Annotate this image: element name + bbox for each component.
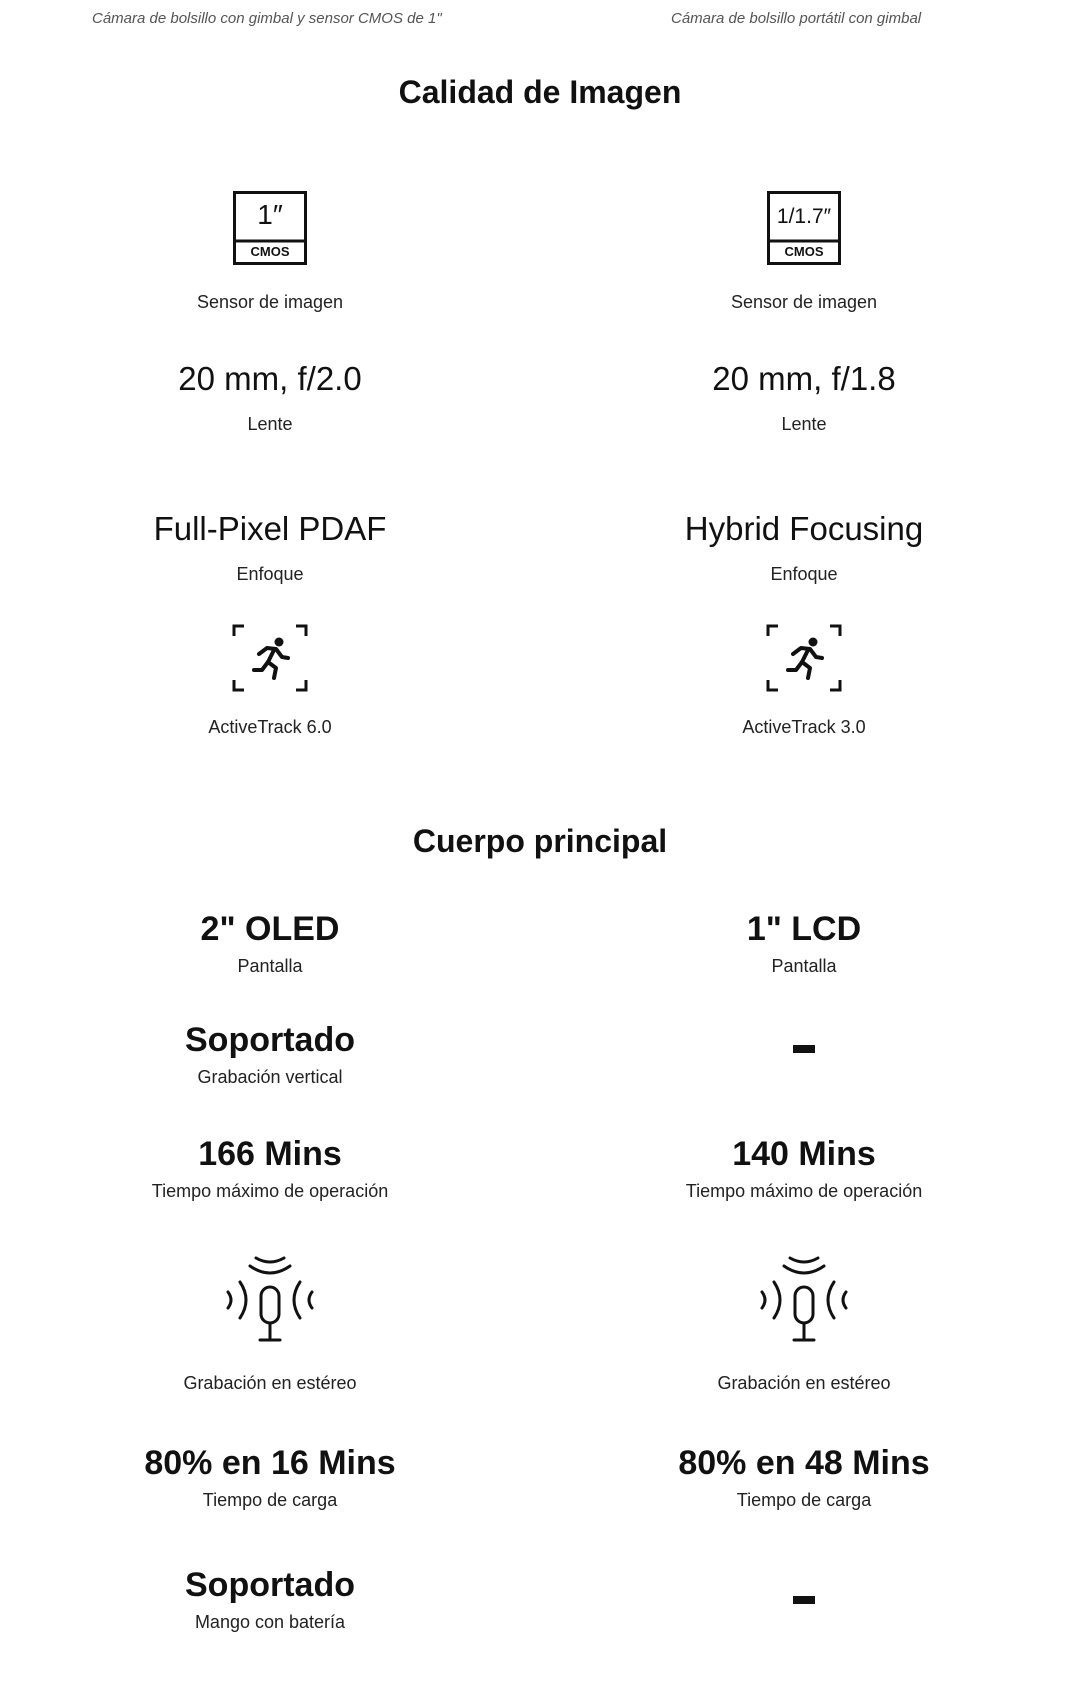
section-title-image-quality: Calidad de Imagen (398, 74, 682, 110)
right-screen-label: Pantalla (771, 956, 837, 976)
not-supported-dash (793, 1045, 815, 1053)
left-battery-handle-label: Mango con batería (194, 1612, 346, 1632)
left-product-subtitle: Cámara de bolsillo con gimbal y sensor CMOS de 1" (92, 10, 442, 27)
stereo-microphone-icon (754, 1254, 854, 1344)
left-screen-value: 2" OLED (200, 910, 340, 948)
right-activetrack-icon-cell (586, 624, 1022, 692)
right-charging-value: 80% en 48 Mins (678, 1444, 930, 1482)
left-charging-value: 80% en 16 Mins (144, 1444, 396, 1482)
right-screen-value: 1" LCD (746, 910, 862, 948)
right-stereo-icon-cell (586, 1254, 1022, 1344)
left-screen-label: Pantalla (237, 956, 303, 976)
right-focus-value: Hybrid Focusing (684, 510, 924, 547)
left-runtime-label: Tiempo máximo de operación (151, 1181, 389, 1201)
right-sensor-cell (586, 191, 1022, 265)
right-focus-label: Enfoque (770, 564, 838, 584)
right-runtime-value: 140 Mins (732, 1135, 876, 1173)
right-activetrack-label: ActiveTrack 3.0 (742, 717, 866, 737)
left-vertical-label: Grabación vertical (197, 1067, 343, 1087)
stereo-microphone-icon (220, 1254, 320, 1344)
right-lens-label: Lente (781, 414, 827, 434)
right-product-subtitle: Cámara de bolsillo portátil con gimbal (671, 10, 922, 27)
left-battery-handle-value: Soportado (185, 1566, 355, 1604)
left-sensor-cell (52, 191, 488, 265)
right-lens-value: 20 mm, f/1.8 (712, 360, 896, 397)
not-supported-dash (793, 1596, 815, 1604)
right-charging-label: Tiempo de carga (736, 1490, 872, 1510)
left-focus-label: Enfoque (236, 564, 304, 584)
left-lens-value: 20 mm, f/2.0 (178, 360, 362, 397)
activetrack-runner-icon (766, 624, 842, 692)
left-charging-label: Tiempo de carga (202, 1490, 338, 1510)
left-sensor-label: Sensor de imagen (196, 292, 344, 312)
left-stereo-icon-cell (52, 1254, 488, 1344)
left-focus-value: Full-Pixel PDAF (153, 510, 387, 547)
sensor-size-text: 1/1.7″ (776, 205, 832, 228)
left-activetrack-icon-cell (52, 624, 488, 692)
right-runtime-label: Tiempo máximo de operación (685, 1181, 923, 1201)
left-runtime-value: 166 Mins (198, 1135, 342, 1173)
sensor-cmos-text: CMOS (250, 244, 290, 259)
left-activetrack-label: ActiveTrack 6.0 (208, 717, 332, 737)
section-title-body: Cuerpo principal (412, 823, 668, 859)
left-stereo-label: Grabación en estéreo (183, 1373, 357, 1393)
right-stereo-label: Grabación en estéreo (717, 1373, 891, 1393)
right-sensor-label: Sensor de imagen (730, 292, 878, 312)
sensor-1-1.7-inch-cmos-icon (767, 191, 841, 265)
activetrack-runner-icon (232, 624, 308, 692)
sensor-size-text: 1″ (257, 199, 283, 230)
sensor-cmos-text: CMOS (784, 244, 824, 259)
sensor-1-inch-cmos-icon (233, 191, 307, 265)
left-vertical-value: Soportado (185, 1021, 355, 1059)
left-lens-label: Lente (247, 414, 293, 434)
